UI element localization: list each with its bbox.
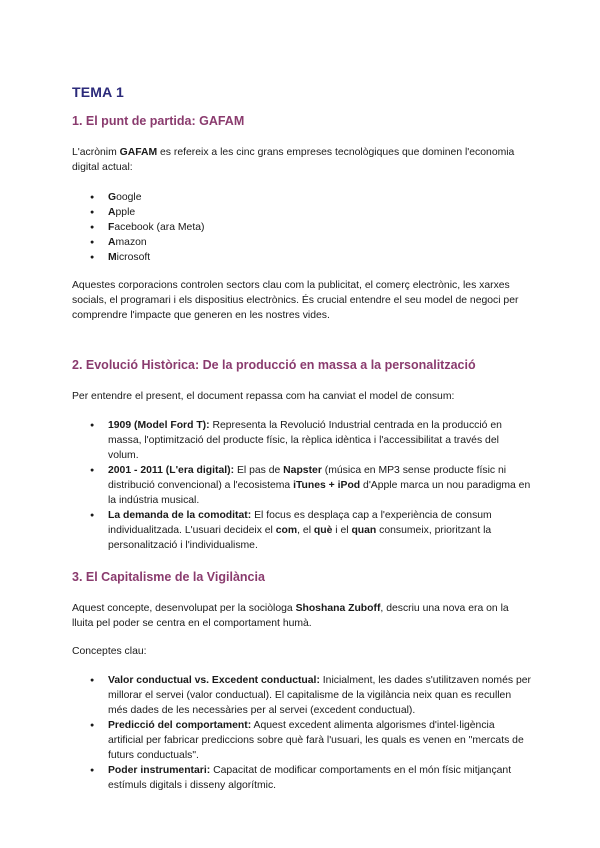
- section-1-heading: 1. El punt de partida: GAFAM: [72, 114, 245, 128]
- company-list: [72, 190, 532, 265]
- concepts-list: [72, 673, 532, 793]
- company-initial: A: [108, 237, 116, 248]
- section-1-closing: Aquestes corporacions controlen sectors clau com la publicitat, el comerç electrònic, les xarxes socials, el programari i els dispositius electrònics. És crucial entendre el seu model de negoci per comprendre l'impacte que generen en les nostres vides.: [72, 280, 519, 321]
- author-name: Shoshana Zuboff: [295, 603, 381, 614]
- section-1-intro: [72, 145, 532, 175]
- company-name-rest: acebook (ara Meta): [114, 222, 205, 233]
- list-item: [72, 463, 532, 508]
- item-term: La demanda de la comoditat:: [108, 510, 252, 521]
- list-item: [72, 508, 532, 553]
- item-text: consumeix, prioritzant la personalització i l'individualisme.: [108, 525, 492, 551]
- evolution-list: [72, 418, 532, 553]
- section-3-intro: [72, 601, 532, 631]
- item-text: d'Apple marca un nou paradigma en la indústria musical.: [108, 480, 531, 506]
- company-initial: F: [108, 222, 115, 233]
- item-text: i el: [332, 525, 352, 536]
- gafam-term: GAFAM: [119, 147, 158, 158]
- company-initial: A: [108, 207, 116, 218]
- item-emphasis: què: [313, 525, 333, 536]
- company-name-rest: pple: [115, 207, 136, 218]
- list-item: [72, 673, 532, 718]
- item-emphasis: quan: [351, 525, 377, 536]
- item-text: Aquest excedent alimenta algorismes d'intel·ligència artificial per fabricar prediccions sobre què farà l'usuari, les quals es venen en "mercats de futurs conductuals".: [108, 720, 524, 761]
- document-title: TEMA 1: [72, 84, 125, 100]
- company-name-rest: mazon: [115, 237, 147, 248]
- list-item: [72, 220, 532, 235]
- item-text: , el: [297, 525, 314, 536]
- list-item: [72, 235, 532, 250]
- list-item: [72, 418, 532, 463]
- item-text: Capacitat de modificar comportaments en el món físic mitjançant estímuls digitals i disseny algorítmic.: [108, 765, 512, 791]
- item-text: Representa la Revolució Industrial centrada en la producció en massa, l'optimització del producte físic, la rèplica idèntica i l'accessibilitat a través del volum.: [108, 420, 502, 461]
- item-emphasis: com: [275, 525, 298, 536]
- document-content: [72, 84, 532, 793]
- item-emphasis: Napster: [283, 465, 322, 476]
- item-term: 1909 (Model Ford T):: [108, 420, 210, 431]
- list-item: [72, 718, 532, 763]
- company-initial: G: [108, 192, 117, 203]
- item-text: El pas de: [234, 465, 284, 476]
- list-item: [72, 205, 532, 220]
- list-item: [72, 250, 532, 265]
- item-text: Inicialment, les dades s'utilitzaven només per millorar el servei (valor conductual). El capitalisme de la vigilància neix quan es recullen més dades de les necessàries per al servei (excedent conductual).: [108, 675, 531, 716]
- section-3-heading: 3. El Capitalisme de la Vigilància: [72, 570, 265, 584]
- item-term: Valor conductual vs. Excedent conductual:: [108, 675, 320, 686]
- company-name-rest: oogle: [116, 192, 142, 203]
- item-text: El focus es desplaça cap a l'experiència de consum individualitzada. L'usuari decideix el: [108, 510, 492, 536]
- item-text: (música en MP3 sense producte físic ni distribució convencional) a l'ecosistema: [108, 465, 507, 491]
- section-2-intro: Per entendre el present, el document repassa com ha canviat el model de consum:: [72, 391, 455, 402]
- intro-text-post: , descriu una nova era on la lluita pel poder se centra en el comportament humà.: [72, 603, 509, 629]
- section-2-heading: 2. Evolució Històrica: De la producció en massa a la personalització: [72, 358, 476, 372]
- intro-text-pre: Aquest concepte, desenvolupat per la sociòloga: [72, 603, 296, 614]
- list-item: [72, 190, 532, 205]
- item-term: 2001 - 2011 (L'era digital):: [108, 465, 235, 476]
- list-item: [72, 763, 532, 793]
- intro-text-post: es refereix a les cinc grans empreses tecnològiques que dominen l'economia digital actual:: [72, 147, 515, 173]
- intro-text-pre: L'acrònim: [72, 147, 120, 158]
- item-emphasis: iTunes + iPod: [293, 480, 361, 491]
- company-initial: M: [108, 252, 117, 263]
- item-term: Poder instrumentari:: [108, 765, 211, 776]
- company-name-rest: icrosoft: [116, 252, 151, 263]
- concepts-label: Conceptes clau:: [72, 646, 147, 657]
- item-term: Predicció del comportament:: [108, 720, 252, 731]
